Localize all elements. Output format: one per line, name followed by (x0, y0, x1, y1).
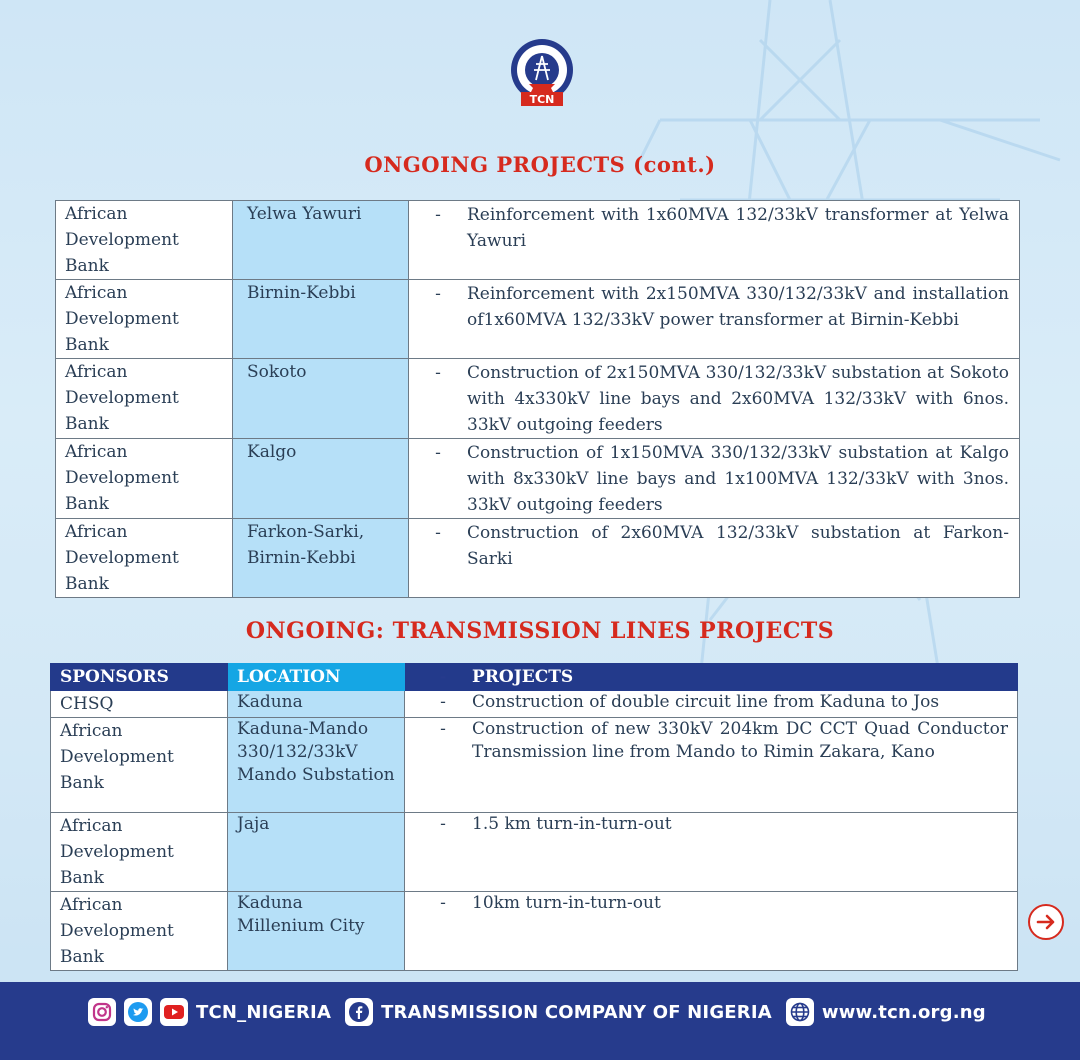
header-dash: - (439, 667, 447, 687)
header-projects (405, 664, 1018, 691)
next-page-button[interactable] (1028, 904, 1064, 940)
header-projects-label: PROJECTS (472, 667, 574, 687)
project-description: 10km turn-in-turn-out (472, 893, 661, 913)
table-row (51, 718, 1018, 813)
bullet-dash: - (435, 443, 441, 463)
facebook-icon[interactable] (345, 998, 373, 1026)
location-cell: Jaja (228, 813, 405, 892)
sponsor-cell: African Development Bank (51, 813, 228, 892)
sponsor-cell: African Development Bank (56, 201, 233, 280)
header-sponsors: SPONSORS (51, 664, 228, 691)
globe-icon[interactable] (786, 998, 814, 1026)
website-link[interactable]: www.tcn.org.ng (821, 1001, 986, 1023)
location-cell: Birnin-Kebbi (233, 280, 409, 359)
project-cell (409, 519, 1020, 598)
table-header-row (51, 664, 1018, 691)
project-cell (405, 813, 1018, 892)
bullet-dash: - (435, 363, 441, 383)
instagram-icon[interactable] (88, 998, 116, 1026)
sponsor-cell: African Development Bank (56, 359, 233, 439)
project-cell (409, 280, 1020, 359)
table-row (56, 201, 1020, 280)
project-description: Construction of double circuit line from Kaduna to Jos (472, 692, 940, 712)
bullet-dash: - (440, 893, 446, 913)
bullet-dash: - (435, 205, 441, 225)
project-description: Construction of new 330kV 204km DC CCT Quad Conductor Transmission line from Mando to Rimin Zakara, Kano (472, 719, 1008, 762)
table-row (56, 439, 1020, 519)
project-cell (405, 892, 1018, 971)
ongoing-projects-table (55, 200, 1020, 598)
location-cell: Sokoto (233, 359, 409, 439)
table-row (56, 519, 1020, 598)
location-cell: Kaduna Millenium City (228, 892, 405, 971)
location-cell: Kaduna-Mando 330/132/33kV Mando Substation (228, 718, 405, 813)
project-cell (409, 201, 1020, 280)
project-description: Reinforcement with 2x150MVA 330/132/33kV and installation of1x60MVA 132/33kV power transformer at Birnin-Kebbi (467, 284, 1009, 330)
bullet-dash: - (440, 814, 446, 834)
sponsor-cell: African Development Bank (51, 892, 228, 971)
project-description: Construction of 2x60MVA 132/33kV substation at Farkon-Sarki (467, 523, 1009, 569)
project-cell (409, 359, 1020, 439)
project-description: Construction of 2x150MVA 330/132/33kV substation at Sokoto with 4x330kV line bays and 2x60MVA 132/33kV with 6nos. 33kV outgoing feeders (467, 363, 1009, 435)
project-cell (405, 691, 1018, 718)
transmission-lines-table (50, 663, 1018, 971)
table-row (51, 892, 1018, 971)
table-row (51, 813, 1018, 892)
sponsor-cell: African Development Bank (56, 280, 233, 359)
youtube-icon[interactable] (160, 998, 188, 1026)
location-cell: Yelwa Yawuri (233, 201, 409, 280)
table-row (51, 691, 1018, 718)
twitter-icon[interactable] (124, 998, 152, 1026)
sponsor-cell: CHSQ (51, 691, 228, 718)
project-cell (405, 718, 1018, 813)
tcn-logo (503, 36, 581, 112)
facebook-page-name[interactable]: TRANSMISSION COMPANY OF NIGERIA (381, 1001, 772, 1023)
location-cell: Farkon-Sarki, Birnin-Kebbi (233, 519, 409, 598)
bullet-dash: - (440, 692, 446, 712)
project-description: Reinforcement with 1x60MVA 132/33kV transformer at Yelwa Yawuri (467, 205, 1009, 251)
header-location: LOCATION (228, 664, 405, 691)
location-cell: Kalgo (233, 439, 409, 519)
section-title-transmission-lines: ONGOING: TRANSMISSION LINES PROJECTS (245, 618, 835, 644)
sponsor-cell: African Development Bank (56, 519, 233, 598)
sponsor-cell: African Development Bank (51, 718, 228, 813)
section-title-ongoing-projects: ONGOING PROJECTS (cont.) (364, 152, 716, 177)
bullet-dash: - (440, 719, 446, 739)
table-row (56, 280, 1020, 359)
location-cell: Kaduna (228, 691, 405, 718)
bullet-dash: - (435, 284, 441, 304)
bullet-dash: - (435, 523, 441, 543)
project-description: 1.5 km turn-in-turn-out (472, 814, 672, 834)
arrow-right-icon (1035, 911, 1057, 933)
footer-bar (0, 982, 1080, 1060)
social-handle[interactable]: TCN_NIGERIA (196, 1001, 332, 1023)
table-row (56, 359, 1020, 439)
logo-text: TCN (529, 93, 555, 106)
sponsor-cell: African Development Bank (56, 439, 233, 519)
project-description: Construction of 1x150MVA 330/132/33kV substation at Kalgo with 8x330kV line bays and 1x100MVA 132/33kV with 3nos. 33kV outgoing feeders (467, 443, 1009, 515)
project-cell (409, 439, 1020, 519)
